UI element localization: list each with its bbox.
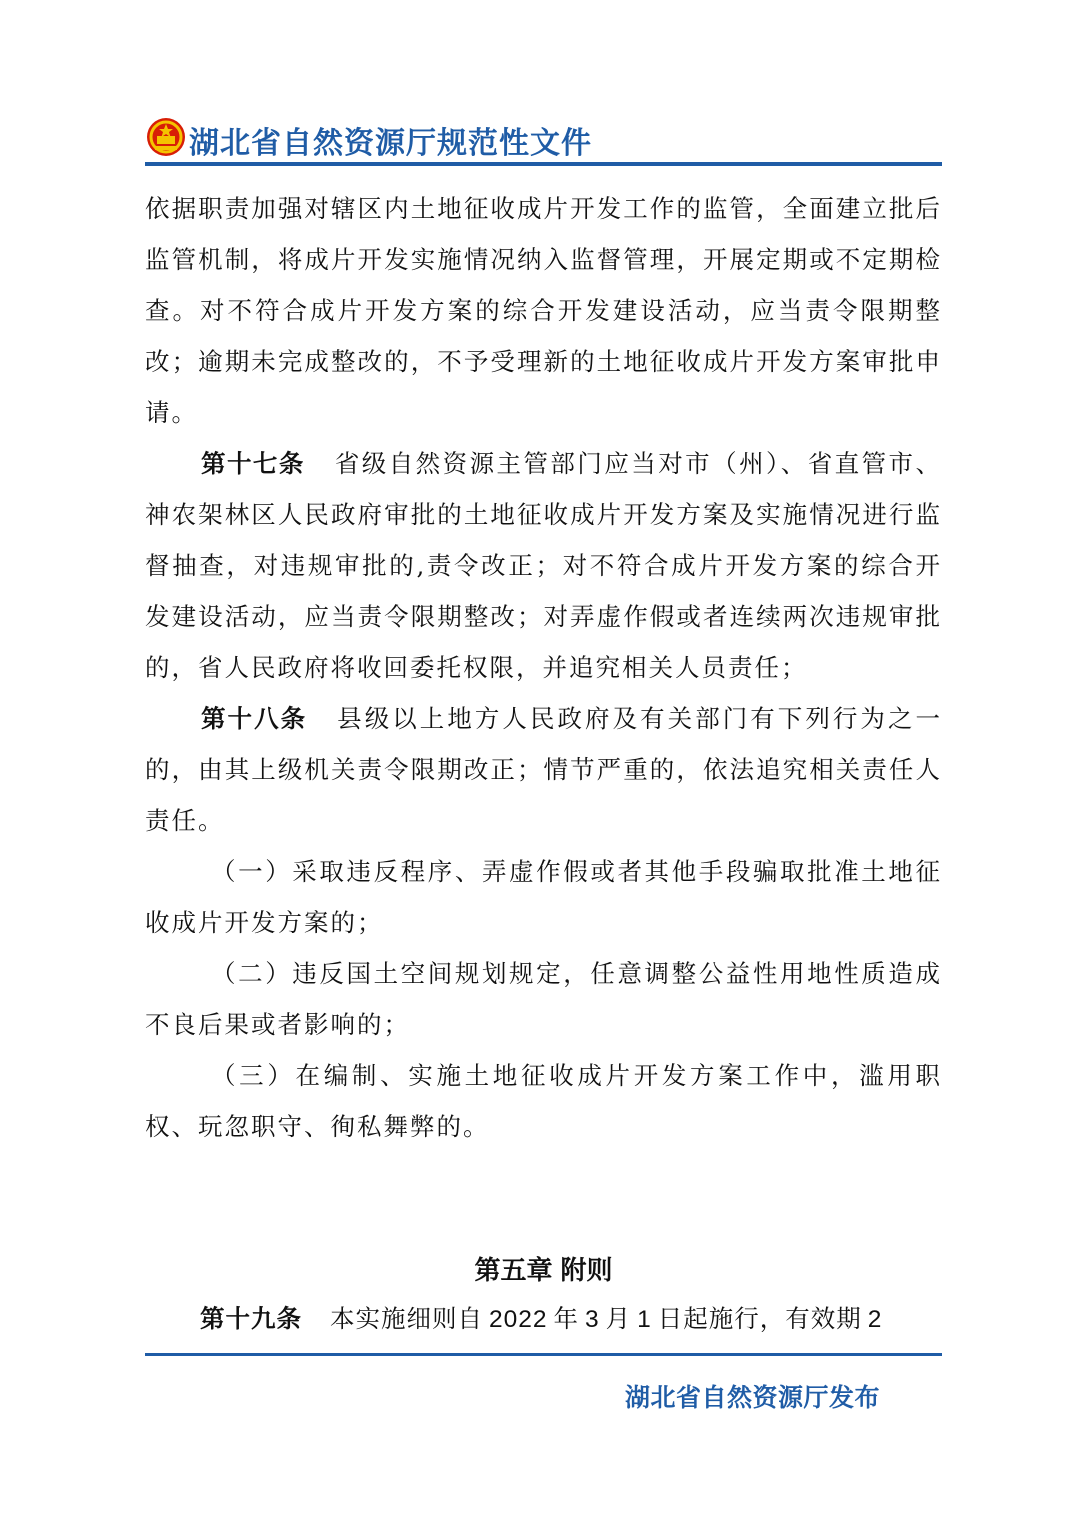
header-divider: [145, 162, 942, 166]
clause-1: （一）采取违反程序、弄虚作假或者其他手段骗取批准土地征收成片开发方案的；: [145, 857, 942, 937]
effective-year: 2022: [489, 1306, 548, 1333]
clause-2: （二）违反国土空间规划规定，任意调整公益性用地性质造成不良后果或者影响的；: [145, 959, 942, 1039]
national-emblem-icon: [145, 116, 187, 158]
year-unit: 年: [553, 1304, 580, 1333]
validity-number: 2: [867, 1306, 883, 1333]
article-text: 县级以上地方人民政府及有关部门有下列行为之一的，由其上级机关责令限期改正；情节严重的，依法追究相关责任人责任。: [145, 704, 943, 835]
document-header: [145, 112, 945, 164]
article-number: 第十八条: [201, 704, 308, 733]
chapter-title: 附则: [560, 1256, 613, 1286]
article-17: [145, 438, 942, 693]
chapter-number: 第五章: [474, 1256, 553, 1286]
chapter-heading: [145, 1250, 942, 1287]
document-series-title: 湖北省自然资源厅规范性文件: [189, 126, 592, 161]
publisher-footer: 湖北省自然资源厅发布: [625, 1383, 881, 1412]
document-body: [145, 183, 942, 1152]
clause-3: （三）在编制、实施土地征收成片开发方案工作中，滥用职权、玩忽职守、徇私舞弊的。: [145, 1061, 942, 1141]
article-number: 第十七条: [201, 449, 305, 478]
article-19: [200, 1300, 945, 1335]
article-text-pre: 本实施细则自: [330, 1304, 483, 1333]
article-number: 第十九条: [200, 1304, 302, 1333]
article-text: 省级自然资源主管部门应当对市（州）、省直管市、神农架林区人民政府审批的土地征收成片开发方案及实施情况进行监督抽查，对违规审批的,责令改正；对不符合成片开发方案的综合开发建设活动，应当责令限期整改；对弄虚作假或者连续两次违规审批的，省人民政府将收回委托权限，并追究相关人员责任；: [145, 449, 943, 682]
article-text-post: 日起施行，有效期: [657, 1304, 862, 1333]
article-18: [145, 693, 942, 846]
footer-divider: [145, 1353, 942, 1356]
month-unit: 月: [605, 1304, 632, 1333]
paragraph: 依据职责加强对辖区内土地征收成片开发工作的监管，全面建立批后监管机制，将成片开发实施情况纳入监督管理，开展定期或不定期检查。对不符合成片开发方案的综合开发建设活动，应当责令限期整改；逾期未完成整改的，不予受理新的土地征收成片开发方案审批申请。: [145, 194, 942, 427]
effective-month: 3: [585, 1306, 600, 1333]
effective-day: 1: [637, 1306, 652, 1333]
